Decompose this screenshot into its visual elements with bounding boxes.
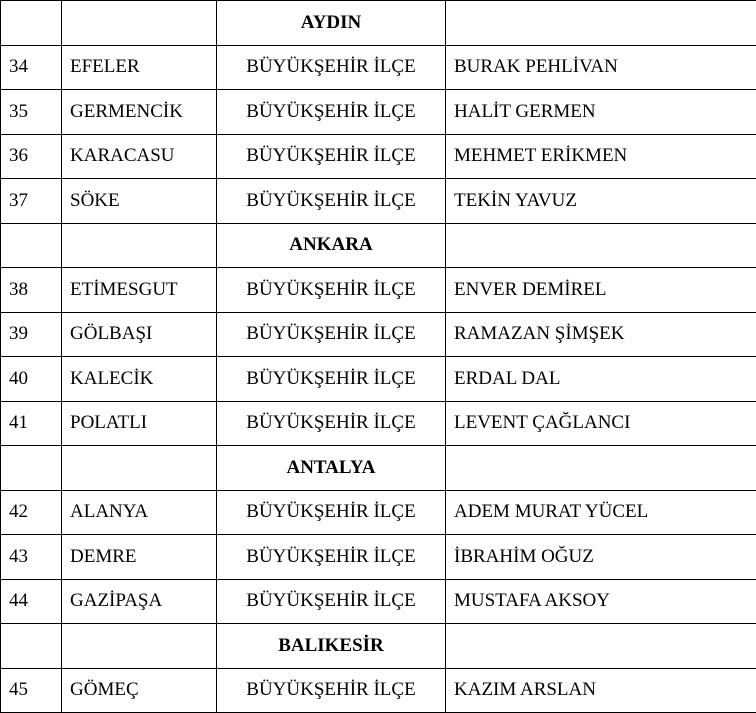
row-number: 36 bbox=[1, 134, 62, 179]
district-name: KALECİK bbox=[62, 357, 217, 402]
province-name: BALIKESİR bbox=[217, 624, 446, 669]
province-name: ANTALYA bbox=[217, 446, 446, 491]
district-name: DEMRE bbox=[62, 535, 217, 580]
district-type: BÜYÜKŞEHİR İLÇE bbox=[217, 490, 446, 535]
empty-cell bbox=[1, 446, 62, 491]
row-number: 41 bbox=[1, 401, 62, 446]
empty-cell bbox=[446, 624, 756, 669]
candidate-name: ADEM MURAT YÜCEL bbox=[446, 490, 756, 535]
table-row bbox=[1, 312, 756, 357]
district-type: BÜYÜKŞEHİR İLÇE bbox=[217, 312, 446, 357]
empty-cell bbox=[1, 624, 62, 669]
candidate-name: HALİT GERMEN bbox=[446, 90, 756, 135]
district-type: BÜYÜKŞEHİR İLÇE bbox=[217, 535, 446, 580]
province-header-row bbox=[1, 223, 756, 268]
candidate-table-body bbox=[1, 1, 756, 713]
table-row bbox=[1, 490, 756, 535]
candidate-name: MEHMET ERİKMEN bbox=[446, 134, 756, 179]
candidate-name: KAZIM ARSLAN bbox=[446, 668, 756, 713]
district-name: SÖKE bbox=[62, 179, 217, 224]
candidate-name: TEKİN YAVUZ bbox=[446, 179, 756, 224]
table-row bbox=[1, 357, 756, 402]
empty-cell bbox=[62, 1, 217, 46]
table-row bbox=[1, 45, 756, 90]
district-name: GAZİPAŞA bbox=[62, 579, 217, 624]
candidate-name: ENVER DEMİREL bbox=[446, 268, 756, 313]
district-type: BÜYÜKŞEHİR İLÇE bbox=[217, 134, 446, 179]
empty-cell bbox=[446, 1, 756, 46]
table-row bbox=[1, 179, 756, 224]
district-name: ETİMESGUT bbox=[62, 268, 217, 313]
district-name: ALANYA bbox=[62, 490, 217, 535]
candidate-name: ERDAL DAL bbox=[446, 357, 756, 402]
candidate-name: RAMAZAN ŞİMŞEK bbox=[446, 312, 756, 357]
candidate-name: İBRAHİM OĞUZ bbox=[446, 535, 756, 580]
table-row bbox=[1, 579, 756, 624]
district-name: POLATLI bbox=[62, 401, 217, 446]
row-number: 34 bbox=[1, 45, 62, 90]
district-name: GÖMEÇ bbox=[62, 668, 217, 713]
district-type: BÜYÜKŞEHİR İLÇE bbox=[217, 579, 446, 624]
district-name: GÖLBAŞI bbox=[62, 312, 217, 357]
empty-cell bbox=[446, 223, 756, 268]
district-type: BÜYÜKŞEHİR İLÇE bbox=[217, 668, 446, 713]
row-number: 37 bbox=[1, 179, 62, 224]
candidate-name: LEVENT ÇAĞLANCI bbox=[446, 401, 756, 446]
province-name: ANKARA bbox=[217, 223, 446, 268]
candidate-name: MUSTAFA AKSOY bbox=[446, 579, 756, 624]
district-type: BÜYÜKŞEHİR İLÇE bbox=[217, 357, 446, 402]
district-type: BÜYÜKŞEHİR İLÇE bbox=[217, 45, 446, 90]
district-type: BÜYÜKŞEHİR İLÇE bbox=[217, 179, 446, 224]
district-name: EFELER bbox=[62, 45, 217, 90]
district-name: GERMENCİK bbox=[62, 90, 217, 135]
province-header-row bbox=[1, 624, 756, 669]
empty-cell bbox=[446, 446, 756, 491]
district-type: BÜYÜKŞEHİR İLÇE bbox=[217, 401, 446, 446]
row-number: 40 bbox=[1, 357, 62, 402]
empty-cell bbox=[1, 223, 62, 268]
province-header-row bbox=[1, 1, 756, 46]
empty-cell bbox=[62, 446, 217, 491]
table-row bbox=[1, 668, 756, 713]
empty-cell bbox=[62, 223, 217, 268]
row-number: 43 bbox=[1, 535, 62, 580]
row-number: 38 bbox=[1, 268, 62, 313]
table-row bbox=[1, 268, 756, 313]
table-row bbox=[1, 535, 756, 580]
empty-cell bbox=[1, 1, 62, 46]
empty-cell bbox=[62, 624, 217, 669]
row-number: 45 bbox=[1, 668, 62, 713]
province-name: AYDIN bbox=[217, 1, 446, 46]
row-number: 42 bbox=[1, 490, 62, 535]
candidate-name: BURAK PEHLİVAN bbox=[446, 45, 756, 90]
row-number: 39 bbox=[1, 312, 62, 357]
row-number: 35 bbox=[1, 90, 62, 135]
table-row bbox=[1, 90, 756, 135]
district-type: BÜYÜKŞEHİR İLÇE bbox=[217, 268, 446, 313]
table-row bbox=[1, 134, 756, 179]
district-name: KARACASU bbox=[62, 134, 217, 179]
table-row bbox=[1, 401, 756, 446]
row-number: 44 bbox=[1, 579, 62, 624]
province-header-row bbox=[1, 446, 756, 491]
district-type: BÜYÜKŞEHİR İLÇE bbox=[217, 90, 446, 135]
